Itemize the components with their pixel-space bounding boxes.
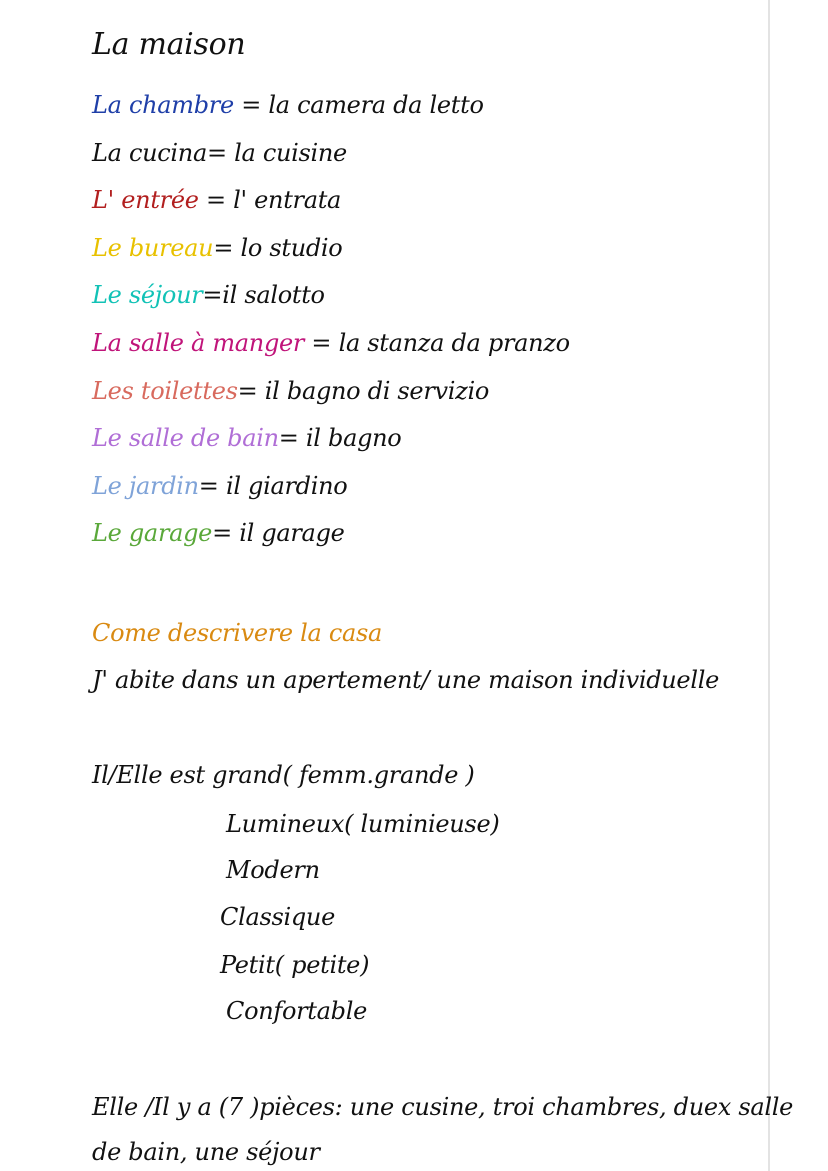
vocab-entry (92, 185, 341, 215)
vocab-italian-translation: la camera da letto (268, 91, 484, 119)
vocab-equals-sign: = (304, 329, 339, 357)
vocab-entry (92, 471, 347, 501)
adjective-item: Modern (226, 856, 320, 884)
vocab-italian-translation: il bagno di servizio (264, 377, 490, 405)
page-title: La maison (92, 27, 246, 62)
vocab-equals-sign: = (198, 472, 226, 500)
vocab-italian-translation: il bagno (305, 424, 402, 452)
vocab-entry (92, 328, 570, 358)
vocab-entry (92, 233, 342, 263)
vocab-french-term: L' entrée (92, 186, 199, 214)
vocab-french-term: Les toilettes (92, 377, 238, 405)
vocab-equals-sign: = (206, 139, 235, 167)
vocab-equals-sign: = (212, 519, 240, 547)
vocab-french-term: La salle à manger (92, 329, 305, 357)
vocab-french-term: Le garage (92, 519, 213, 547)
adjective-item: Confortable (226, 997, 367, 1025)
adjective-item: Classique (220, 903, 335, 931)
vocab-entry (92, 90, 484, 120)
section-heading: Come descrivere la casa (92, 619, 383, 647)
vocab-equals-sign: = (278, 424, 306, 452)
vocab-italian-translation: l' entrata (233, 186, 342, 214)
rooms-sentence-line-1: Elle /Il y a (7 )pièces: une cusine, troi chambres, duex salle (92, 1093, 794, 1121)
vocab-entry (92, 376, 489, 406)
vocab-french-term: La chambre (92, 91, 234, 119)
vocab-french-term: Le jardin (92, 472, 199, 500)
vocab-italian-translation: il garage (239, 519, 345, 547)
page-edge-divider (768, 0, 770, 1171)
vocab-italian-translation: lo studio (240, 234, 343, 262)
vocab-italian-translation: il giardino (225, 472, 348, 500)
vocab-equals-sign: = (202, 281, 223, 309)
vocab-equals-sign: = (233, 91, 269, 119)
vocab-entry (92, 280, 325, 310)
rooms-sentence-line-2: de bain, une séjour (92, 1138, 320, 1166)
vocab-italian-translation: il salotto (222, 281, 325, 309)
vocab-equals-sign: = (237, 377, 265, 405)
vocab-french-term: La cucina (92, 139, 207, 167)
adjective-item: Lumineux( luminieuse) (226, 810, 500, 838)
vocab-french-term: Le salle de bain (92, 424, 279, 452)
vocab-entry (92, 138, 347, 168)
vocab-french-term: Le séjour (92, 281, 203, 309)
vocab-french-term: Le bureau (92, 234, 214, 262)
describe-intro: Il/Elle est grand( femm.grande ) (92, 761, 475, 789)
live-in-sentence: J' abite dans un apertement/ une maison individuelle (92, 666, 719, 694)
vocab-entry (92, 423, 401, 453)
vocab-italian-translation: la cuisine (234, 139, 347, 167)
vocab-equals-sign: = (213, 234, 241, 262)
vocab-entry (92, 518, 345, 548)
vocab-italian-translation: la stanza da pranzo (338, 329, 570, 357)
vocab-equals-sign: = (198, 186, 234, 214)
adjective-item: Petit( petite) (220, 951, 370, 979)
